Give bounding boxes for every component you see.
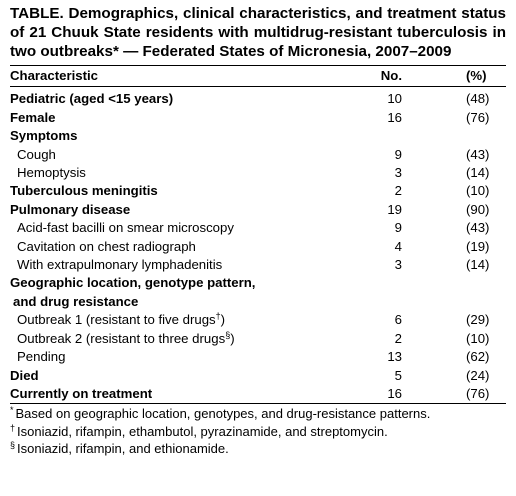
- row-label: [10, 293, 342, 311]
- row-number: [342, 385, 402, 403]
- table-row: [10, 311, 506, 329]
- row-number: [342, 87, 402, 108]
- row-label-text: Outbreak 2 (resistant to three drugs: [17, 330, 226, 346]
- row-label-text: Currently on treatment: [10, 385, 153, 401]
- row-label-text: With extrapulmonary lymphadenitis: [17, 257, 223, 273]
- row-number-text: 16: [387, 385, 402, 401]
- row-percent: [402, 238, 506, 256]
- table-row: [10, 219, 506, 237]
- row-number-text: 4: [394, 238, 402, 254]
- row-label-suffix: ): [230, 330, 235, 346]
- table-row: [10, 146, 506, 164]
- row-label-text: Pulmonary disease: [10, 201, 131, 217]
- row-number: [342, 146, 402, 164]
- row-number-text: 9: [394, 220, 402, 236]
- footnote-marker: †: [215, 311, 221, 322]
- row-percent: [402, 330, 506, 348]
- header-row: [10, 66, 506, 86]
- footnotes: [10, 405, 506, 458]
- row-percent-text: (62): [466, 349, 490, 365]
- row-percent: [402, 127, 506, 145]
- row-percent-text: (10): [466, 330, 490, 346]
- table-row: [10, 164, 506, 182]
- row-number-text: 13: [387, 349, 402, 365]
- row-percent: [402, 293, 506, 311]
- row-label-text: Outbreak 1 (resistant to five drugs: [17, 312, 216, 328]
- row-label: [10, 367, 342, 385]
- row-number: [342, 256, 402, 274]
- row-number: [342, 219, 402, 237]
- row-label: [10, 330, 342, 348]
- row-percent-text: (29): [466, 312, 490, 328]
- row-number-text: 16: [387, 109, 402, 125]
- row-number: [342, 109, 402, 127]
- column-header-percent: [402, 66, 506, 86]
- footnote-symbol: §: [10, 440, 16, 451]
- row-number: [342, 164, 402, 182]
- row-label: [10, 182, 342, 200]
- row-number: [342, 182, 402, 200]
- table-row: [10, 127, 506, 145]
- table-row: [10, 87, 506, 108]
- row-label-text: and drug resistance: [13, 293, 139, 309]
- row-label: [10, 219, 342, 237]
- row-percent: [402, 385, 506, 403]
- row-percent: [402, 109, 506, 127]
- row-percent-text: (48): [466, 91, 490, 107]
- row-label: [10, 311, 342, 329]
- table-row: [10, 256, 506, 274]
- row-percent-text: (90): [466, 201, 490, 217]
- footnote: [10, 405, 506, 423]
- row-percent-text: (43): [466, 220, 490, 236]
- row-label: [10, 238, 342, 256]
- row-number: [342, 367, 402, 385]
- row-label: [10, 201, 342, 219]
- table-row: [10, 109, 506, 127]
- row-number-text: 10: [387, 91, 402, 107]
- footnote-marker: §: [225, 329, 231, 340]
- row-number-text: 3: [394, 165, 402, 181]
- row-percent: [402, 348, 506, 366]
- row-label: [10, 127, 342, 145]
- row-percent: [402, 219, 506, 237]
- row-label-text: Pediatric (aged <15 years): [10, 91, 174, 107]
- footnote-symbol: †: [10, 422, 16, 433]
- row-label-text: Died: [10, 367, 39, 383]
- column-header-percent-text: (%): [466, 68, 487, 83]
- footnote-symbol: *: [10, 405, 14, 416]
- column-header-number-text: No.: [380, 68, 402, 83]
- row-number-text: 3: [394, 257, 402, 273]
- row-number: [342, 274, 402, 292]
- row-percent: [402, 146, 506, 164]
- row-percent: [402, 201, 506, 219]
- table-row: [10, 238, 506, 256]
- row-label-text: Tuberculous meningitis: [10, 183, 158, 199]
- row-percent: [402, 164, 506, 182]
- row-label: [10, 109, 342, 127]
- row-percent: [402, 256, 506, 274]
- footnote: [10, 440, 506, 458]
- table-row: [10, 182, 506, 200]
- footnote-text: Isoniazid, rifampin, and ethionamide.: [17, 441, 229, 457]
- row-label: [10, 146, 342, 164]
- row-number: [342, 238, 402, 256]
- row-label-text: Pending: [17, 349, 66, 365]
- row-label-text: Acid-fast bacilli on smear microscopy: [17, 220, 234, 236]
- row-percent: [402, 367, 506, 385]
- row-percent: [402, 87, 506, 108]
- row-percent-text: (14): [466, 165, 490, 181]
- table-row: [10, 201, 506, 219]
- bottom-rule: [10, 403, 506, 404]
- row-percent-text: (76): [466, 109, 490, 125]
- row-number: [342, 311, 402, 329]
- row-label: [10, 256, 342, 274]
- row-percent-text: (76): [466, 385, 490, 401]
- row-label-suffix: ): [220, 312, 226, 328]
- row-number: [342, 127, 402, 145]
- row-percent-text: (14): [466, 257, 490, 273]
- row-label-text: Cough: [17, 146, 56, 162]
- column-header-number: [342, 66, 402, 86]
- row-label-text: Cavitation on chest radiograph: [17, 238, 196, 254]
- table-row: [10, 293, 506, 311]
- row-label-text: Hemoptysis: [17, 165, 86, 181]
- row-label-text: Geographic location, genotype pattern,: [10, 275, 256, 291]
- row-number-text: 19: [387, 201, 402, 217]
- row-percent: [402, 311, 506, 329]
- data-table: [10, 66, 506, 403]
- row-number: [342, 201, 402, 219]
- row-label: [10, 385, 342, 403]
- row-label: [10, 87, 342, 108]
- table-body: [10, 87, 506, 403]
- table-row: [10, 348, 506, 366]
- row-percent-text: (43): [466, 146, 490, 162]
- row-percent-text: (10): [466, 183, 490, 199]
- row-label: [10, 164, 342, 182]
- row-number: [342, 330, 402, 348]
- row-number-text: 2: [394, 330, 402, 346]
- row-label: [10, 274, 342, 292]
- row-number-text: 5: [394, 367, 402, 383]
- row-number-text: 6: [394, 312, 402, 328]
- table-title: TABLE. Demographics, clinical characteristics, and treatment status of 21 Chuuk State residents with multidrug-resistant tuberculosis in two outbreaks* — Federated States of Micronesia, 2007–2009: [10, 5, 506, 60]
- row-label: [10, 348, 342, 366]
- row-percent-text: (24): [466, 367, 490, 383]
- footnote-text: Isoniazid, rifampin, ethambutol, pyrazinamide, and streptomycin.: [17, 423, 388, 439]
- footnote-text: Based on geographic location, genotypes, and drug-resistance patterns.: [15, 406, 431, 422]
- footnote: [10, 423, 506, 441]
- row-percent-text: (19): [466, 238, 490, 254]
- row-percent: [402, 274, 506, 292]
- row-number: [342, 348, 402, 366]
- table-row: [10, 367, 506, 385]
- row-number: [342, 293, 402, 311]
- column-header-characteristic: Characteristic: [10, 68, 98, 83]
- row-number-text: 9: [394, 146, 402, 162]
- table-row: [10, 274, 506, 292]
- table-row: [10, 330, 506, 348]
- row-label-text: Symptoms: [10, 128, 78, 144]
- row-percent: [402, 182, 506, 200]
- row-label-text: Female: [10, 109, 56, 125]
- row-number-text: 2: [394, 183, 402, 199]
- table-row: [10, 385, 506, 403]
